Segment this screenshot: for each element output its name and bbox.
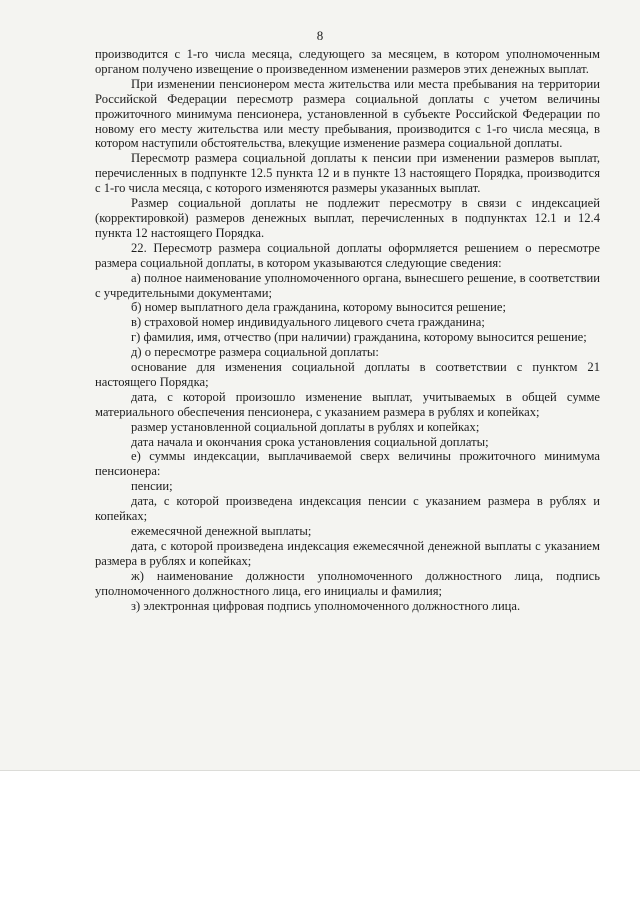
document-body <box>95 47 600 613</box>
paragraph: Пересмотр размера социальной доплаты к пенсии при изменении размеров выплат, перечисленных в подпункте 12.5 пункта 12 и в пункте 13 настоящего Порядка, производится с 1-го числа месяца, с которого изменяются размеры указанных выплат. <box>95 151 600 196</box>
paragraph: дата начала и окончания срока установления социальной доплаты; <box>131 434 489 449</box>
list-item: е) суммы индексации, выплачиваемой сверх величины прожиточного минимума пенсионера: <box>95 449 600 479</box>
paragraph: Размер социальной доплаты не подлежит пересмотру в связи с индексацией (корректировкой) размеров денежных выплат, перечисленных в подпунктах 12.1 и 12.4 пункта 12 настоящего Порядка. <box>95 196 600 240</box>
paragraph: При изменении пенсионером места жительства или места пребывания на территории Российской Федерации пересмотр размера социальной доплаты с учетом величины прожиточного минимума пенсионера, установленной в субъекте Российской Федерации по новому его месту жительства или месту пребывания, производится с 1-го числа месяца, в котором наступили обстоятельства, влекущие изменение размера социальной доплаты. <box>95 76 600 151</box>
page-number: 8 <box>316 28 324 43</box>
paragraph: ежемесячной денежной выплаты; <box>131 524 312 538</box>
list-item: г) фамилия, имя, отчество (при наличии) гражданина, которому выносится решение; <box>131 330 587 345</box>
paragraph: дата, с которой произошло изменение выплат, учитываемых в общей сумме материального обеспечения пенсионера, с указанием размера в рублях и копейках; <box>95 389 600 419</box>
list-item: з) электронная цифровая подпись уполномоченного должностного лица. <box>131 598 521 613</box>
blank-area <box>0 771 640 905</box>
paragraph: пенсии; <box>131 479 173 494</box>
list-item: ж) наименование должности уполномоченного должностного лица, подпись уполномоченного должностного лица, его инициалы и фамилия; <box>95 568 600 598</box>
list-item: б) номер выплатного дела гражданина, которому выносится решение; <box>131 300 506 315</box>
paragraph: основание для изменения социальной доплаты в соответствии с пунктом 21 настоящего Порядка; <box>95 360 600 389</box>
list-item: в) страховой номер индивидуального лицевого счета гражданина; <box>131 315 485 330</box>
list-item: а) полное наименование уполномоченного органа, вынесшего решение, в соответствии с учредительными документами; <box>95 270 600 300</box>
paragraph: размер установленной социальной доплаты в рублях и копейках; <box>131 419 480 434</box>
paragraph: производится с 1-го числа месяца, следующего за месяцем, в котором уполномоченным органом получено извещение о произведенном изменении размеров этих денежных выплат. <box>95 47 600 76</box>
paragraph: дата, с которой произведена индексация ежемесячной денежной выплаты с указанием размера в рублях и копейках; <box>95 538 600 568</box>
list-item: д) о пересмотре размера социальной доплаты: <box>131 345 379 360</box>
paragraph: дата, с которой произведена индексация пенсии с указанием размера в рублях и копейках; <box>95 494 600 524</box>
paragraph: 22. Пересмотр размера социальной доплаты оформляется решением о пересмотре размера социальной доплаты, в котором указываются следующие сведения: <box>95 240 600 270</box>
